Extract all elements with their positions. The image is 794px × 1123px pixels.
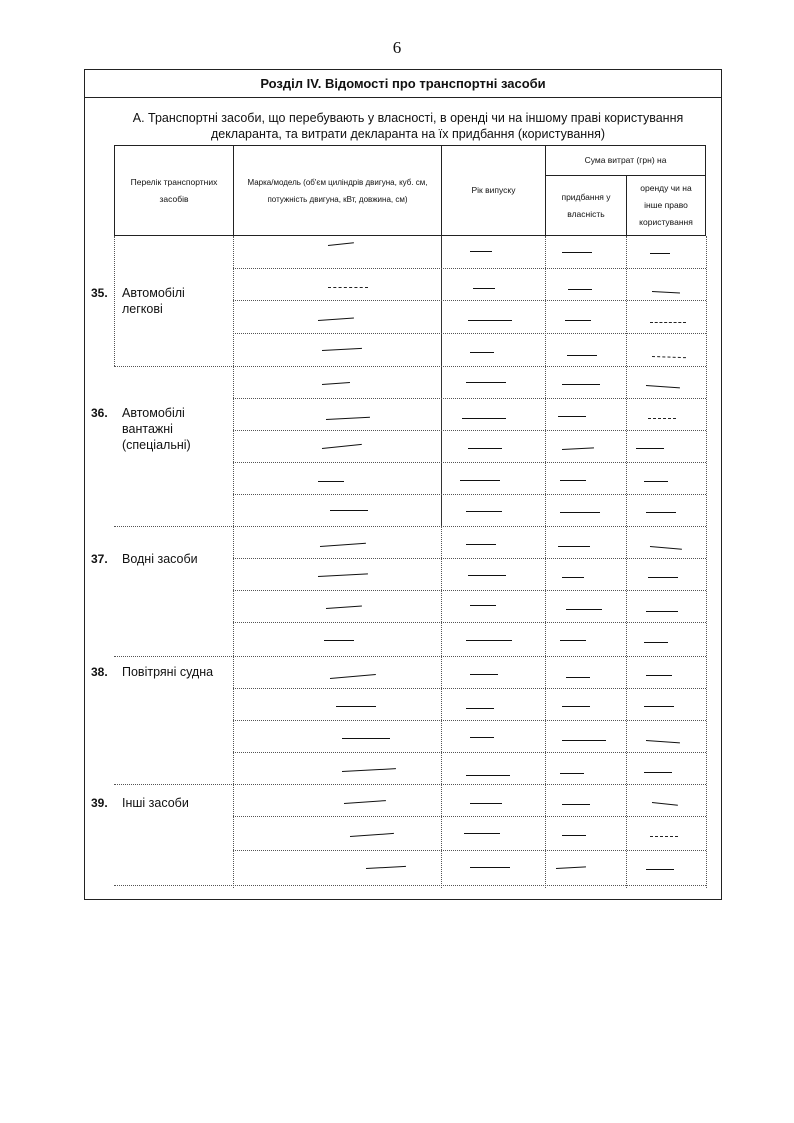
header-make-model: Марка/модель (об'єм циліндрів двигуна, куб. см, потужність двигуна, кВт, довжина, см) bbox=[233, 145, 442, 236]
handwritten-mark bbox=[464, 833, 500, 834]
handwritten-mark bbox=[560, 512, 600, 513]
header-year: Рік випуску bbox=[441, 145, 546, 236]
handwritten-mark bbox=[468, 448, 502, 449]
handwritten-mark bbox=[470, 674, 498, 675]
handwritten-mark bbox=[324, 640, 354, 641]
page-number: 6 bbox=[392, 38, 402, 57]
handwritten-mark bbox=[330, 510, 368, 511]
handwritten-mark bbox=[565, 320, 591, 321]
grid-line bbox=[233, 430, 706, 431]
subsection-title bbox=[108, 110, 708, 142]
handwritten-mark bbox=[646, 675, 672, 676]
grid-line bbox=[233, 752, 706, 753]
handwritten-mark bbox=[650, 253, 670, 254]
grid-line bbox=[114, 526, 706, 527]
handwritten-mark bbox=[558, 546, 590, 547]
handwritten-mark bbox=[560, 640, 586, 641]
handwritten-mark bbox=[466, 382, 506, 383]
handwritten-mark bbox=[468, 320, 512, 321]
grid-line bbox=[233, 268, 706, 269]
handwritten-mark bbox=[466, 544, 496, 545]
handwritten-mark bbox=[328, 287, 368, 288]
row-label-38: Повітряні судна bbox=[122, 665, 214, 679]
row-number-39: 39. bbox=[91, 796, 108, 810]
handwritten-mark bbox=[466, 708, 494, 709]
subsection-title-line2: декларанта, та витрати декларанта на їх придбання (користування) bbox=[210, 127, 606, 141]
handwritten-mark bbox=[470, 251, 492, 252]
grid-line bbox=[233, 850, 706, 851]
handwritten-mark bbox=[466, 775, 510, 776]
handwritten-mark bbox=[468, 575, 506, 576]
grid-line bbox=[233, 558, 706, 559]
grid-line bbox=[114, 885, 706, 886]
handwritten-mark bbox=[336, 706, 376, 707]
grid-line bbox=[706, 236, 707, 888]
row-label-37: Водні засоби bbox=[122, 552, 198, 566]
handwritten-mark bbox=[460, 480, 500, 481]
grid-line bbox=[233, 622, 706, 623]
handwritten-mark bbox=[342, 738, 390, 739]
grid-line bbox=[233, 398, 706, 399]
handwritten-mark bbox=[644, 642, 668, 643]
handwritten-mark bbox=[646, 869, 674, 870]
handwritten-mark bbox=[318, 481, 344, 482]
grid-line bbox=[233, 816, 706, 817]
handwritten-mark bbox=[566, 609, 602, 610]
grid-line bbox=[233, 720, 706, 721]
handwritten-mark bbox=[648, 577, 678, 578]
handwritten-mark bbox=[650, 836, 678, 837]
grid-line bbox=[441, 526, 442, 888]
handwritten-mark bbox=[648, 418, 676, 419]
grid-line bbox=[233, 590, 706, 591]
row-number-38: 38. bbox=[91, 665, 108, 679]
grid-line bbox=[233, 688, 706, 689]
grid-line bbox=[233, 462, 706, 463]
handwritten-mark bbox=[466, 640, 512, 641]
header-sum: Сума витрат (грн) на bbox=[545, 145, 706, 176]
grid-line bbox=[441, 236, 442, 526]
handwritten-mark bbox=[568, 289, 592, 290]
handwritten-mark bbox=[470, 803, 502, 804]
handwritten-mark bbox=[558, 416, 586, 417]
handwritten-mark bbox=[644, 481, 668, 482]
row-label-39: Інші засоби bbox=[122, 796, 189, 810]
row-label-36: Автомобілі вантажні (спеціальні) bbox=[122, 406, 191, 452]
handwritten-mark bbox=[644, 706, 674, 707]
handwritten-mark bbox=[646, 611, 678, 612]
handwritten-mark bbox=[566, 677, 590, 678]
header-list: Перелік транспортних засобів bbox=[114, 145, 234, 236]
grid-line bbox=[114, 236, 115, 366]
handwritten-mark bbox=[562, 740, 606, 741]
grid-line bbox=[114, 656, 706, 657]
grid-line bbox=[114, 366, 706, 367]
header-purchase: придбання у власність bbox=[545, 175, 627, 236]
handwritten-mark bbox=[462, 418, 506, 419]
grid-line bbox=[114, 784, 706, 785]
grid-line bbox=[233, 300, 706, 301]
handwritten-mark bbox=[562, 252, 592, 253]
handwritten-mark bbox=[646, 512, 676, 513]
section-title: Розділ IV. Відомості про транспортні засоби bbox=[85, 70, 721, 98]
grid-line bbox=[233, 494, 706, 495]
handwritten-mark bbox=[650, 322, 686, 323]
grid-line bbox=[233, 333, 706, 334]
header-rent: оренду чи на інше право користування bbox=[626, 175, 706, 236]
handwritten-mark bbox=[466, 511, 502, 512]
row-number-36: 36. bbox=[91, 406, 108, 420]
handwritten-mark bbox=[562, 706, 590, 707]
handwritten-mark bbox=[470, 605, 496, 606]
handwritten-mark bbox=[473, 288, 495, 289]
handwritten-mark bbox=[562, 804, 590, 805]
handwritten-mark bbox=[470, 867, 510, 868]
handwritten-mark bbox=[567, 355, 597, 356]
handwritten-mark bbox=[562, 577, 584, 578]
handwritten-mark bbox=[470, 352, 494, 353]
handwritten-mark bbox=[636, 448, 664, 449]
handwritten-mark bbox=[562, 835, 586, 836]
handwritten-mark bbox=[562, 384, 600, 385]
handwritten-mark bbox=[644, 772, 672, 773]
row-number-37: 37. bbox=[91, 552, 108, 566]
handwritten-mark bbox=[560, 773, 584, 774]
handwritten-mark bbox=[560, 480, 586, 481]
handwritten-mark bbox=[470, 737, 494, 738]
subsection-title-line1: А. Транспортні засоби, що перебувають у власності, в оренді чи на іншому праві користування bbox=[132, 111, 684, 125]
row-number-35: 35. bbox=[91, 286, 108, 300]
row-label-35: Автомобілі легкові bbox=[122, 286, 185, 316]
